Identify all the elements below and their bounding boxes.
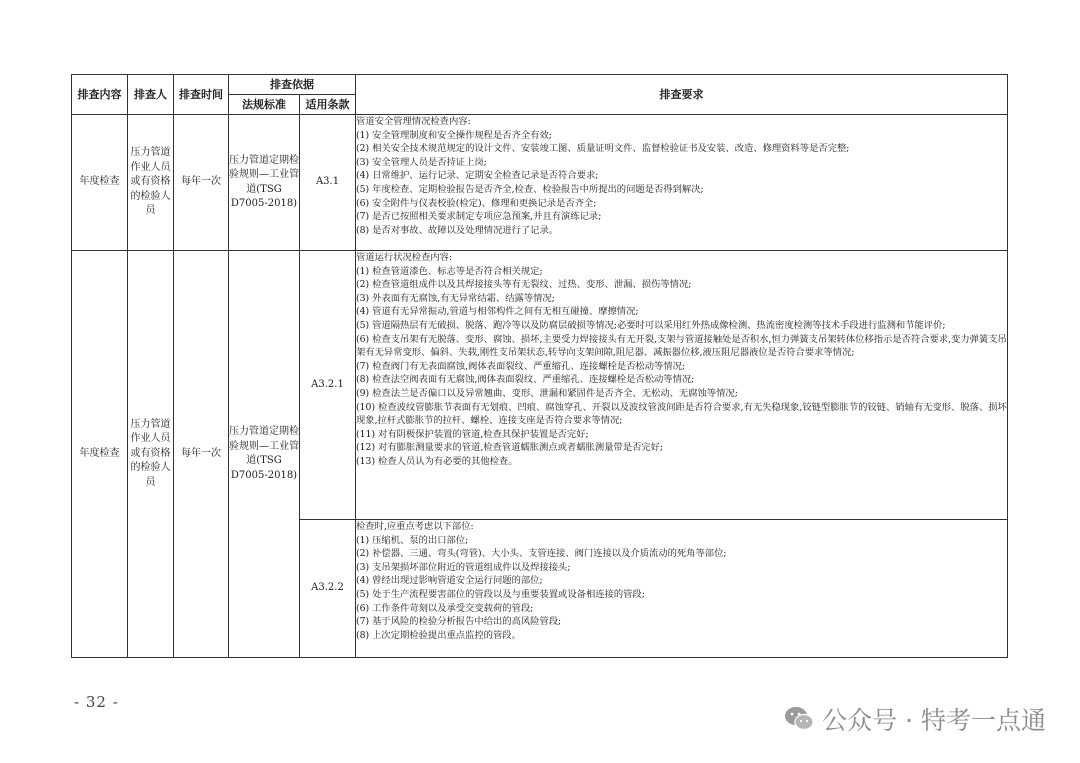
requirement-line: 管道运行状况检查内容:	[356, 252, 453, 263]
requirement-line: (9) 检查法兰是否偏口以及异常翘曲、变形、泄漏和紧固件是否齐全、无松动、无腐蚀等情况;	[356, 387, 738, 399]
requirement-line: (2) 相关安全技术规范规定的设计文件、安装竣工图、质量证明文件、监督检验证书及安装、改造、修理资料等是否完整;	[356, 143, 850, 155]
header-basis: 排查依据	[229, 75, 356, 95]
requirement-line: (11) 对有阴极保护装置的管道,检查其保护装置是否完好;	[356, 428, 589, 440]
row1-person: 压力管道作业人员或有资格的检验人员	[128, 115, 174, 251]
requirement-line: (1) 压缩机、泵的出口部位;	[356, 534, 469, 546]
requirement-line: (6) 工作条件苛刻以及承受交变载荷的管段;	[356, 602, 534, 614]
requirement-line: (4) 管道有无异常振动,管道与相邻构件之间有无相互碰撞、摩擦情况;	[356, 306, 639, 318]
row1-requirements	[356, 115, 1008, 251]
requirement-line: (12) 对有膨胀测量要求的管道,检查管道蠕胀测点或者蠕胀测量带是否完好;	[356, 442, 664, 454]
requirement-line: (8) 检查法空阀表面有无腐蚀,阀体表面裂纹、严重缩孔、连接螺栓是否松动等情况;	[356, 374, 695, 386]
requirement-line: (1) 检查管道漆色、标志等是否符合相关规定;	[356, 265, 543, 277]
requirement-line: (13) 检查人员认为有必要的其他检查。	[356, 455, 518, 467]
row1-clause: A3.1	[300, 115, 356, 251]
requirement-line: (8) 是否对事故、故障以及处理情况进行了记录。	[356, 224, 559, 236]
row2-requirements	[356, 251, 1008, 520]
row1-item: 年度检查	[72, 115, 128, 251]
table-row	[72, 251, 1008, 520]
requirement-line: (3) 支吊架损坏部位附近的管道组成件以及焊接接头;	[356, 561, 571, 573]
requirement-line: (4) 日常维护、运行记录、定期安全检查记录是否符合要求;	[356, 170, 599, 182]
requirement-line: (1) 安全管理制度和安全操作规程是否齐全有效;	[356, 129, 552, 141]
row2-clause: A3.2.1	[300, 251, 356, 520]
page-number: - 32 -	[74, 693, 119, 711]
header-requirement: 排查要求	[356, 75, 1008, 115]
requirement-line: (5) 处于生产流程要害部位的管段以及与重要装置或设备相连接的管段;	[356, 588, 645, 600]
row2-time: 每年一次	[174, 251, 229, 658]
requirement-line: (6) 检查支吊架有无脱落、变形、腐蚀、损坏,主要受力焊接接头有无开裂,支架与管道接触处是否积水,恒力弹簧支吊架转体位移指示是否符合要求,变力弹簧支吊架有无异常变形、偏斜、失载,刚性支吊架状态,转导向支架间隙,阻尼器、减振器位移,液压阻尼器液位是否符合要求等情况;	[356, 333, 1007, 359]
requirement-line: 检查时,应重点考虑以下部位:	[356, 521, 474, 532]
requirement-line: (2) 检查管道组成件以及其焊接接头等有无裂纹、过热、变形、泄漏、损伤等情况;	[356, 279, 692, 291]
requirement-line: (8) 上次定期检验提出重点监控的管段。	[356, 629, 521, 641]
row2-item: 年度检查	[72, 251, 128, 658]
requirement-line: (4) 曾经出现过影响管道安全运行问题的部位;	[356, 575, 543, 587]
requirement-line: (3) 安全管理人员是否持证上岗;	[356, 156, 487, 168]
watermark	[784, 701, 1046, 737]
requirement-line: (2) 补偿器、三通、弯头(弯管)、大小头、支管连接、阀门连接以及介质流动的死角等部位;	[356, 548, 727, 560]
requirement-line: (10) 检查波纹管膨胀节表面有无划痕、凹痕、腐蚀穿孔、开裂以及波纹管波间距是否符合要求,有无失稳现象,铰链型膨胀节的铰链、销轴有无变形、脱落、损坏现象,拉杆式膨胀节的拉杆、螺栓、连接支座是否符合要求等情况;	[356, 401, 1007, 427]
row2-person: 压力管道作业人员或有资格的检验人员	[128, 251, 174, 658]
requirement-line: (5) 管道隔热层有无破损、脱落、跑冷等以及防腐层破损等情况;必要时可以采用红外热成像检测、热流密度检测等技术手段进行监测和节能评价;	[356, 319, 946, 331]
requirement-line: (6) 安全附件与仪表校验(检定)、修理和更换记录是否齐全;	[356, 197, 597, 209]
row3-requirements	[356, 520, 1008, 658]
header-regulation: 法规标准	[229, 95, 300, 115]
requirement-line: 管道安全管理情况检查内容:	[356, 116, 471, 127]
row3-clause: A3.2.2	[300, 520, 356, 658]
row1-time: 每年一次	[174, 115, 229, 251]
wechat-icon	[784, 706, 814, 732]
requirement-line: (5) 年度检查、定期检验报告是否齐全,检查、检验报告中所提出的问题是否得到解决;	[356, 183, 704, 195]
row1-regulation: 压力管道定期检验规则—工业管道(TSG D7005-2018)	[229, 115, 300, 251]
requirement-line: (7) 检查阀门有无表面腐蚀,阀体表面裂纹、严重缩孔、连接螺栓是否松动等情况;	[356, 360, 686, 372]
table-row	[72, 115, 1008, 251]
header-time: 排查时间	[174, 75, 229, 115]
requirement-line: (3) 外表面有无腐蚀,有无异常结霜、结露等情况;	[356, 292, 555, 304]
requirement-line: (7) 基于风险的检验分析报告中给出的高风险管段;	[356, 616, 562, 628]
header-item: 排查内容	[72, 75, 128, 115]
header-person: 排查人	[128, 75, 174, 115]
row2-regulation: 压力管道定期检验规则—工业管道(TSG D7005-2018)	[229, 251, 300, 658]
header-clause: 适用条款	[300, 95, 356, 115]
inspection-table	[71, 74, 1008, 658]
watermark-text: 公众号 · 特考一点通	[822, 706, 1046, 735]
requirement-line: (7) 是否已按照相关要求制定专项应急预案,并且有演练记录;	[356, 211, 602, 223]
